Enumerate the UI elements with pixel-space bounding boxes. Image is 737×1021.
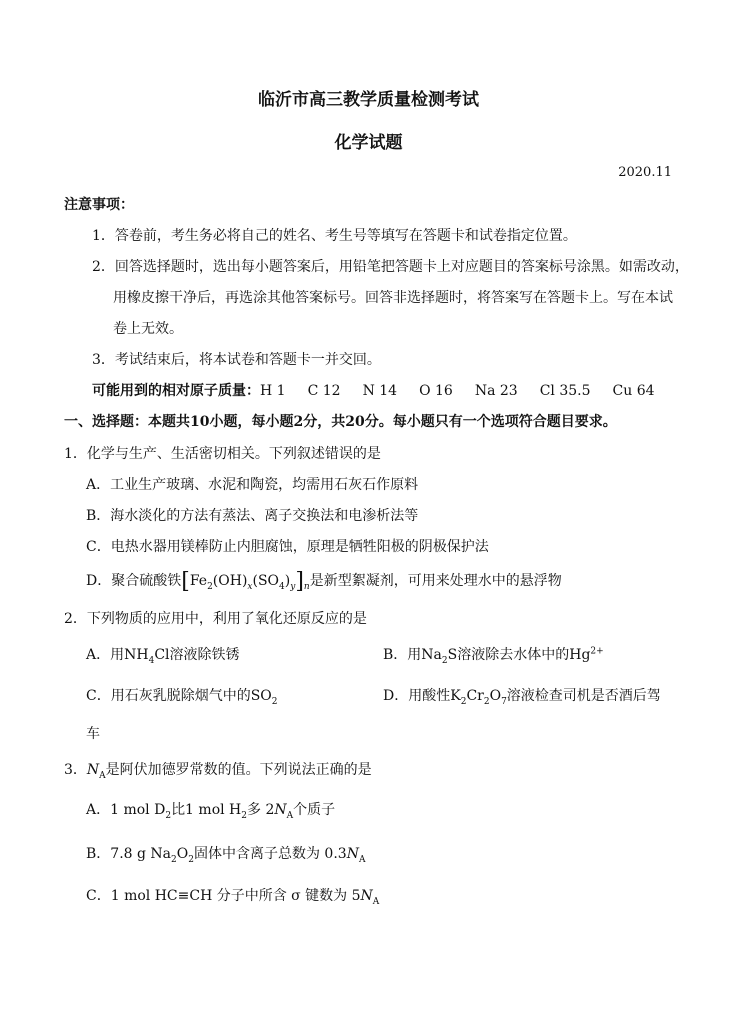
q3-option-c: C．1 mol HC≡CH 分子中所含 σ 键数为 $5N_A$ — [86, 888, 380, 907]
q3-stem: 3．$N_A$是阿伏加德罗常数的值。下列说法正确的是 — [64, 762, 372, 781]
exam-date: 2020.11 — [618, 165, 672, 180]
section-heading: 一、选择题：本题共10小题，每小题2分，共20分。每小题只有一个选项符合题目要求。 — [64, 414, 617, 430]
q2-option-a: A．用$NH_4Cl$溶液除铁锈 — [86, 647, 240, 666]
q2-option-c: C．用石灰乳脱除烟气中的$SO_2$ — [86, 688, 278, 707]
atomic-mass-label: 可能用到的相对原子质量： — [92, 383, 260, 399]
q2-b-mid: 溶液除去水体中的 — [457, 647, 570, 663]
mass-n: N 14 — [362, 383, 398, 399]
mass-o: O 16 — [419, 383, 453, 399]
mass-h: H 1 — [260, 383, 286, 399]
q3-a-mid: 比1 mol H — [171, 802, 242, 818]
q3-a-prefix: A．1 mol D — [86, 802, 166, 818]
q2-option-b: B．用$Na_2S$溶液除去水体中的$Hg^{2+}$ — [383, 646, 604, 666]
mass-cl: Cl 35.5 — [539, 383, 591, 399]
q1-option-a: A．工业生产玻璃、水泥和陶瓷，均需用石灰石作原料 — [86, 477, 419, 493]
q1-option-b: B．海水淡化的方法有蒸法、离子交换法和电渗析法等 — [86, 508, 419, 524]
q2-a-suffix: 溶液除铁锈 — [169, 647, 240, 663]
notice-item-2: 2．回答选择题时，选出每小题答案后，用铅笔把答题卡上对应题目的答案标号涂黑。如需改动， — [92, 259, 689, 275]
q2-d-suffix: 溶液检查司机是否酒后驾 — [506, 688, 661, 704]
q3-option-a: A．1 mol $D_2$比1 mol $H_2$多 $2N_A$个质子 — [86, 802, 336, 821]
q3-b-prefix: B．7.8 g Na — [86, 846, 172, 862]
q3-a-suffix: 个质子 — [293, 802, 336, 818]
notice-heading: 注意事项： — [64, 197, 134, 213]
q1-d-suffix: 是新型絮凝剂，可用来处理水中的悬浮物 — [309, 573, 562, 589]
notice-item-2-cont2: 卷上无效。 — [113, 321, 183, 337]
q1-option-d: D．聚合硫酸铁$[Fe_2(OH)_x(SO_4)_y]_n$是新型絮凝剂，可用来处理水中的悬浮物 — [86, 569, 562, 594]
q2-option-d-wrap: 车 — [86, 726, 100, 742]
q3-b-mid: 固体中含离子总数为 0.3 — [193, 846, 347, 862]
q2-c-prefix: C．用石灰乳脱除烟气中的 — [86, 688, 251, 704]
mass-c: C 12 — [307, 383, 341, 399]
q3-option-b: B．7.8 g $Na_2O_2$固体中含离子总数为 $0.3N_A$ — [86, 846, 366, 865]
q1-option-c: C．电热水器用镁棒防止内胆腐蚀，原理是牺牲阳极的阴极保护法 — [86, 539, 489, 555]
notice-item-2-cont: 用橡皮擦干净后，再选涂其他答案标号。回答非选择题时，将答案写在答题卡上。写在本试 — [113, 290, 673, 306]
q1-d-prefix: D．聚合硫酸铁 — [86, 573, 182, 589]
mass-na: Na 23 — [474, 383, 518, 399]
mass-cu: Cu 64 — [612, 383, 655, 399]
exam-title: 临沂市高三教学质量检测考试 — [258, 90, 479, 110]
q2-a-prefix: A．用 — [86, 647, 125, 663]
q2-d-prefix: D．用酸性 — [383, 688, 451, 704]
q3-c-prefix: C．1 mol HC≡CH 分子中所含 σ 键数为 5 — [86, 888, 361, 904]
exam-subtitle: 化学试题 — [334, 133, 403, 153]
q2-stem: 2．下列物质的应用中，利用了氧化还原反应的是 — [64, 611, 367, 627]
q3-stem-text: 是阿伏加德罗常数的值。下列说法正确的是 — [105, 762, 372, 778]
notice-item-3: 3．考试结束后，将本试卷和答题卡一并交回。 — [92, 352, 381, 368]
q1-stem: 1．化学与生产、生活密切相关。下列叙述错误的是 — [64, 446, 381, 462]
notice-item-1: 1．答卷前，考生务必将自己的姓名、考生号等填写在答题卡和试卷指定位置。 — [92, 228, 577, 244]
q3-a-mid2: 多 2 — [247, 802, 275, 818]
q2-b-prefix: B．用 — [383, 647, 422, 663]
atomic-mass-line — [92, 381, 677, 401]
q2-option-d: D．用酸性$K_2Cr_2O_7$溶液检查司机是否酒后驾 — [383, 688, 661, 707]
